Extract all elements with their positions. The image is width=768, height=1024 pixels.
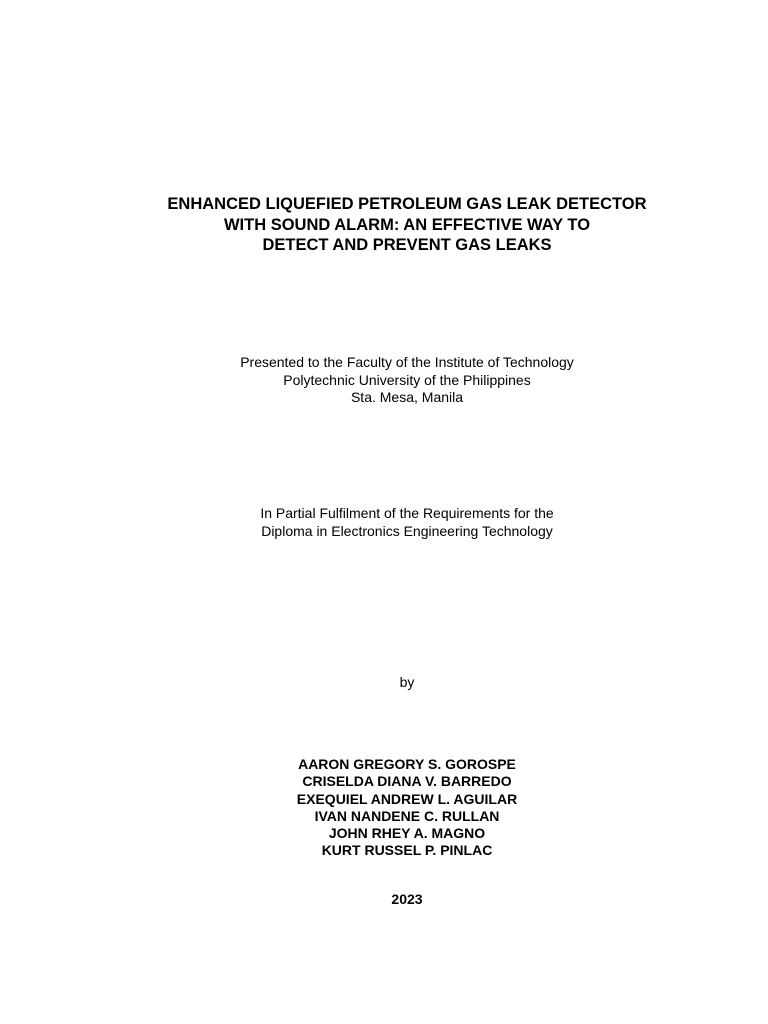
location-line: Sta. Mesa, Manila (350, 389, 464, 405)
diploma-line: Diploma in Electronics Engineering Technology (261, 522, 553, 539)
title-line: DETECT AND PREVENT GAS LEAKS (262, 236, 552, 254)
title-line: WITH SOUND ALARM: AN EFFECTIVE WAY TO (223, 215, 591, 234)
authors-list (0, 756, 768, 860)
thesis-title (0, 194, 768, 256)
presented-to-block (0, 354, 768, 407)
university-line: Polytechnic University of the Philippines (283, 371, 531, 388)
author-name: AARON GREGORY S. GOROSPE (298, 756, 516, 772)
author-name: JOHN RHEY A. MAGNO (328, 825, 486, 842)
by-label: by (399, 674, 415, 690)
author-name: IVAN NANDENE C. RULLAN (314, 807, 500, 824)
author-name: KURT RUSSEL P. PINLAC (321, 842, 493, 859)
year: 2023 (391, 891, 423, 907)
fulfilment-line: In Partial Fulfilment of the Requirements for the (260, 505, 554, 521)
author-name: EXEQUIEL ANDREW L. AGUILAR (296, 790, 518, 807)
title-line: ENHANCED LIQUEFIED PETROLEUM GAS LEAK DETECTOR (167, 195, 647, 213)
author-name: CRISELDA DIANA V. BARREDO (302, 773, 512, 790)
presented-line: Presented to the Faculty of the Institute of Technology (240, 354, 574, 370)
fulfilment-block (0, 505, 768, 540)
